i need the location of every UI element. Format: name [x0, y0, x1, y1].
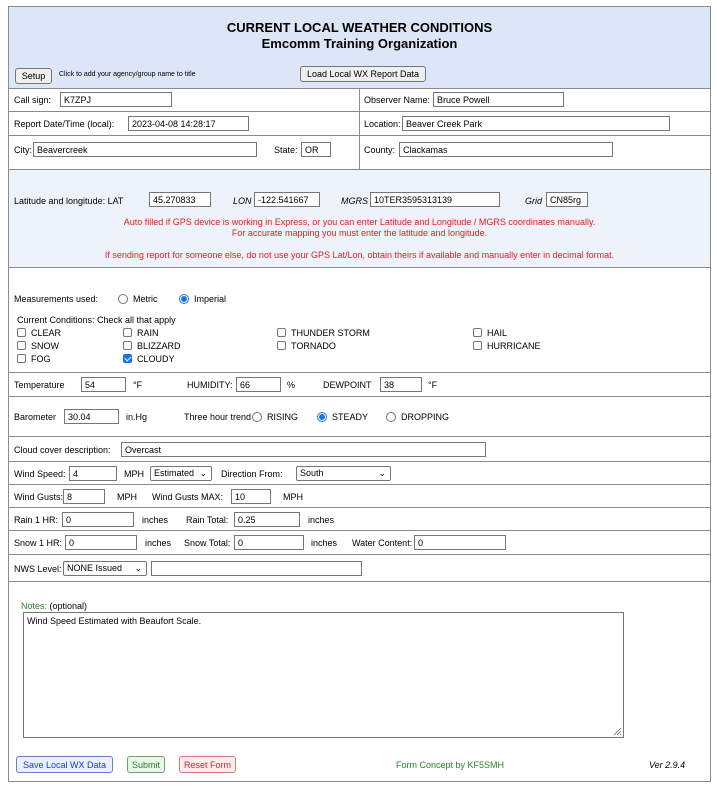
snow-checkbox[interactable]	[17, 341, 26, 350]
dropping-radio[interactable]	[386, 412, 396, 422]
rain-total-label: Rain Total:	[186, 515, 229, 525]
grid-input[interactable]	[546, 192, 588, 207]
wind-gusts-max-input[interactable]	[231, 489, 271, 504]
thunderstorm-label[interactable]: THUNDER STORM	[291, 328, 370, 338]
wind-gusts-unit: MPH	[117, 492, 137, 502]
nws-extra-input[interactable]	[151, 561, 362, 576]
rain-row	[9, 508, 710, 531]
notes-optional-text: (optional)	[49, 601, 88, 611]
observer-input[interactable]	[433, 92, 564, 107]
conditions-label: Current Conditions: Check all that apply	[17, 315, 176, 325]
fog-checkbox[interactable]	[17, 354, 26, 363]
callsign-label: Call sign:	[14, 95, 52, 105]
barometer-label: Barometer	[14, 412, 57, 422]
wind-gusts-max-label: Wind Gusts MAX:	[152, 492, 224, 502]
latitude-input[interactable]	[149, 192, 211, 207]
rain-label[interactable]: RAIN	[137, 328, 159, 338]
fog-label[interactable]: FOG	[31, 354, 51, 364]
rain-total-unit: inches	[308, 515, 335, 525]
gps-warning-note: If sending report for someone else, do not use your GPS Lat/Lon, obtain theirs if available and manually enter in decimal format.	[104, 250, 615, 260]
form-header	[9, 7, 710, 89]
city-row	[9, 136, 710, 170]
notes-label	[21, 601, 87, 611]
barometer-unit: in.Hg	[126, 412, 148, 422]
temperature-unit: °F	[133, 380, 143, 390]
column-divider	[359, 136, 360, 170]
tornado-label[interactable]: TORNADO	[291, 341, 336, 351]
imperial-label[interactable]: Imperial	[194, 294, 227, 304]
datetime-label: Report Date/Time (local):	[14, 119, 115, 129]
notes-label-text: Notes:	[21, 601, 48, 611]
cloud-input[interactable]	[121, 442, 486, 457]
wind-method-value: Estimated	[154, 468, 195, 478]
rain-total-input[interactable]	[234, 512, 300, 527]
notes-text[interactable]: Wind Speed Estimated with Beaufort Scale.	[27, 616, 202, 626]
direction-label: Direction From:	[221, 469, 283, 479]
state-label: State:	[274, 145, 298, 155]
barometer-row	[9, 397, 710, 437]
nws-label: NWS Level:	[14, 564, 62, 574]
humidity-unit: %	[287, 380, 296, 390]
direction-select[interactable]	[296, 466, 391, 481]
form-credit: Form Concept by KF5SMH	[396, 760, 505, 770]
datetime-row	[9, 112, 710, 136]
snow-hr-label: Snow 1 HR:	[14, 538, 63, 548]
city-label: City:	[14, 145, 32, 155]
longitude-label: LON	[233, 196, 252, 206]
resize-handle-icon[interactable]	[612, 726, 622, 736]
wind-speed-input[interactable]	[69, 466, 117, 481]
observer-label: Observer Name:	[364, 95, 431, 105]
dropping-label[interactable]: DROPPING	[401, 412, 450, 422]
chevron-down-icon: ⌄	[378, 468, 386, 478]
blizzard-label[interactable]: BLIZZARD	[137, 341, 181, 351]
wind-gusts-row	[9, 485, 710, 508]
humidity-input[interactable]	[236, 377, 281, 392]
snow-total-unit: inches	[311, 538, 338, 548]
grid-label: Grid	[525, 196, 543, 206]
wind-speed-row	[9, 462, 710, 485]
imperial-radio[interactable]	[179, 294, 189, 304]
dewpoint-unit: °F	[428, 380, 438, 390]
nws-row	[9, 555, 710, 582]
wind-gusts-input[interactable]	[63, 489, 105, 504]
wind-gusts-label: Wind Gusts:	[14, 492, 64, 502]
chevron-down-icon: ⌄	[134, 563, 142, 573]
dewpoint-input[interactable]	[380, 377, 422, 392]
column-divider	[359, 89, 360, 112]
temperature-row	[9, 373, 710, 397]
clear-checkbox[interactable]	[17, 328, 26, 337]
coordinates-row	[9, 170, 710, 268]
measurements-label: Measurements used:	[14, 294, 99, 304]
snow-hr-input[interactable]	[65, 535, 137, 550]
version-label: Ver 2.9.4	[649, 760, 686, 770]
temperature-input[interactable]	[81, 377, 126, 392]
setup-hint: Click to add your agency/group name to title	[59, 71, 196, 78]
cloudy-label[interactable]: CLOUDY	[137, 354, 175, 364]
blizzard-checkbox[interactable]	[123, 341, 132, 350]
water-content-label: Water Content:	[352, 538, 413, 548]
dewpoint-label: DEWPOINT	[323, 380, 372, 390]
snow-hr-unit: inches	[145, 538, 172, 548]
hail-checkbox[interactable]	[473, 328, 482, 337]
hail-label[interactable]: HAIL	[487, 328, 508, 338]
snow-label[interactable]: SNOW	[31, 341, 59, 351]
thunderstorm-checkbox[interactable]	[277, 328, 286, 337]
rain-hr-unit: inches	[142, 515, 169, 525]
form-title: CURRENT LOCAL WEATHER CONDITIONS	[226, 20, 493, 35]
datetime-input[interactable]	[128, 116, 249, 131]
humidity-label: HUMIDITY:	[187, 380, 233, 390]
mgrs-input[interactable]	[370, 192, 500, 207]
cloud-label: Cloud cover description:	[14, 445, 111, 455]
wind-gusts-max-unit: MPH	[283, 492, 303, 502]
save-data-button[interactable]: Save Local WX Data	[16, 756, 113, 773]
metric-radio[interactable]	[118, 294, 128, 304]
cloud-row	[9, 437, 710, 462]
load-report-button[interactable]: Load Local WX Report Data	[300, 66, 426, 82]
gps-note: Auto filled if GPS device is working in Express, or you can enter Latitude and Longitude / MGRS coordinates manually.	[123, 217, 596, 227]
water-content-input[interactable]	[414, 535, 506, 550]
wind-speed-unit: MPH	[124, 469, 144, 479]
column-divider	[359, 112, 360, 136]
mgrs-label: MGRS	[341, 196, 368, 206]
chevron-down-icon: ⌄	[199, 468, 207, 478]
hurricane-label[interactable]: HURRICANE	[487, 341, 541, 351]
conditions-row	[9, 268, 710, 373]
county-input[interactable]	[399, 142, 613, 157]
clear-label[interactable]: CLEAR	[31, 328, 62, 338]
latlon-label: Latitude and longitude: LAT	[14, 196, 124, 206]
barometer-input[interactable]	[64, 409, 119, 424]
callsign-row	[9, 89, 710, 112]
snow-total-label: Snow Total:	[184, 538, 231, 548]
callsign-input[interactable]	[60, 92, 172, 107]
steady-label[interactable]: STEADY	[332, 412, 369, 422]
state-input[interactable]	[301, 142, 331, 157]
rain-hr-label: Rain 1 HR:	[14, 515, 59, 525]
city-input[interactable]	[33, 142, 257, 157]
rain-hr-input[interactable]	[62, 512, 134, 527]
direction-value: South	[300, 468, 324, 478]
mapping-note: For accurate mapping you must enter the latitude and longitude.	[231, 228, 488, 238]
nws-level-select[interactable]	[63, 561, 147, 576]
reset-form-button[interactable]: Reset Form	[179, 756, 236, 773]
notes-row	[9, 582, 710, 781]
hurricane-checkbox[interactable]	[473, 341, 482, 350]
county-label: County:	[364, 145, 396, 155]
nws-level-value: NONE Issued	[67, 563, 123, 573]
cloudy-checkbox[interactable]	[123, 354, 132, 363]
snow-total-input[interactable]	[234, 535, 304, 550]
rain-checkbox[interactable]	[123, 328, 132, 337]
tornado-checkbox[interactable]	[277, 341, 286, 350]
location-input[interactable]	[402, 116, 670, 131]
steady-radio[interactable]	[317, 412, 327, 422]
setup-button[interactable]: Setup	[15, 68, 52, 84]
location-label: Location:	[364, 119, 401, 129]
trend-label: Three hour trend	[184, 412, 252, 422]
submit-button[interactable]: Submit	[127, 756, 165, 773]
rising-radio[interactable]	[252, 412, 262, 422]
snow-row	[9, 531, 710, 555]
notes-textarea[interactable]	[23, 612, 624, 738]
temperature-label: Temperature	[14, 380, 65, 390]
wind-speed-label: Wind Speed:	[14, 469, 66, 479]
form-subtitle: Emcomm Training Organization	[261, 36, 458, 51]
weather-report-form	[8, 6, 711, 782]
wind-method-select[interactable]	[150, 466, 212, 481]
metric-label[interactable]: Metric	[133, 294, 158, 304]
longitude-input[interactable]	[254, 192, 320, 207]
rising-label[interactable]: RISING	[267, 412, 299, 422]
